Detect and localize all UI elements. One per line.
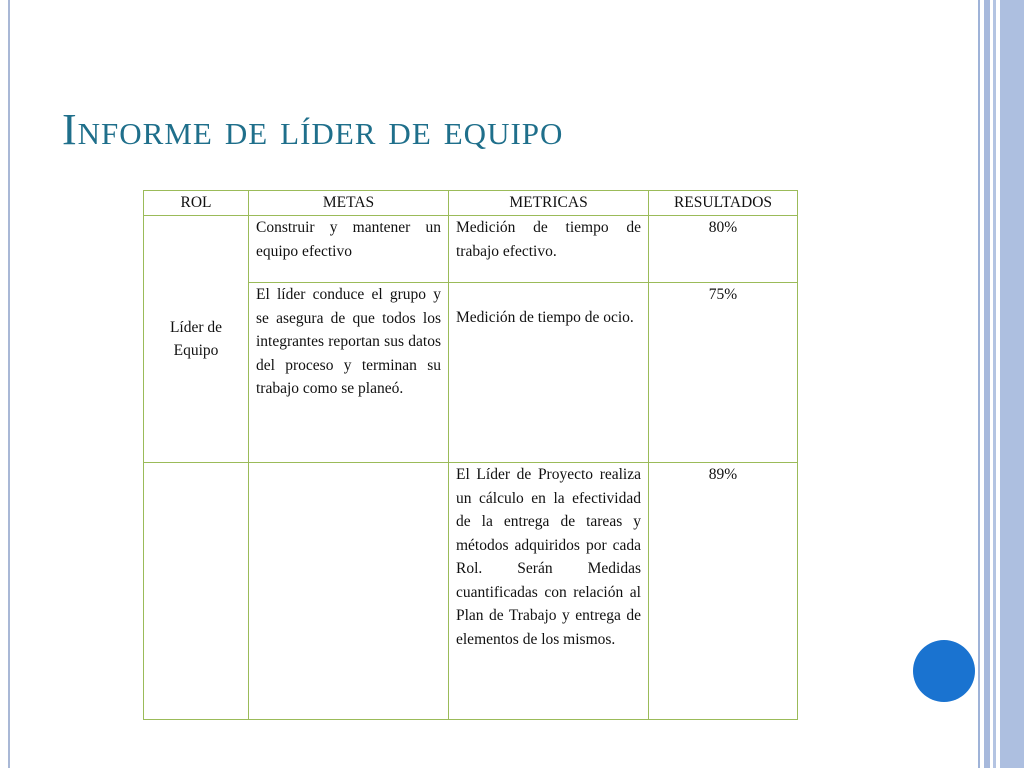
table-row — [144, 216, 798, 283]
table-row — [144, 463, 798, 720]
metrica-cell — [449, 283, 649, 463]
resultado-cell: 75% — [649, 283, 798, 463]
header-resultados: RESULTADOS — [649, 191, 798, 216]
header-rol: ROL — [144, 191, 249, 216]
right-decorative-stripes — [976, 0, 1024, 768]
meta-cell: El líder conduce el grupo y se asegura de que todos los integrantes reportan sus datos del proceso y terminan su trabajo como se planeó. — [249, 283, 449, 463]
rol-cell — [144, 463, 249, 720]
left-border-line — [8, 0, 10, 768]
report-table — [143, 190, 798, 720]
meta-cell — [249, 463, 449, 720]
rol-cell: Líder de Equipo — [144, 216, 249, 463]
metrica-text: Medición de tiempo de ocio. — [456, 309, 634, 326]
blue-circle-decoration — [913, 640, 975, 702]
resultado-cell: 89% — [649, 463, 798, 720]
metrica-cell: El Líder de Proyecto realiza un cálculo en la efectividad de la entrega de tareas y métodos adquiridos por cada Rol. Serán Medidas cuantificadas con relación al Plan de Trabajo y entrega de elementos de los mismos. — [449, 463, 649, 720]
slide-title: Informe de líder de equipo — [62, 105, 564, 154]
header-metricas: METRICAS — [449, 191, 649, 216]
header-metas: METAS — [249, 191, 449, 216]
table-header-row — [144, 191, 798, 216]
meta-cell: Construir y mantener un equipo efectivo — [249, 216, 449, 283]
metrica-cell: Medición de tiempo de trabajo efectivo. — [449, 216, 649, 283]
resultado-cell: 80% — [649, 216, 798, 283]
